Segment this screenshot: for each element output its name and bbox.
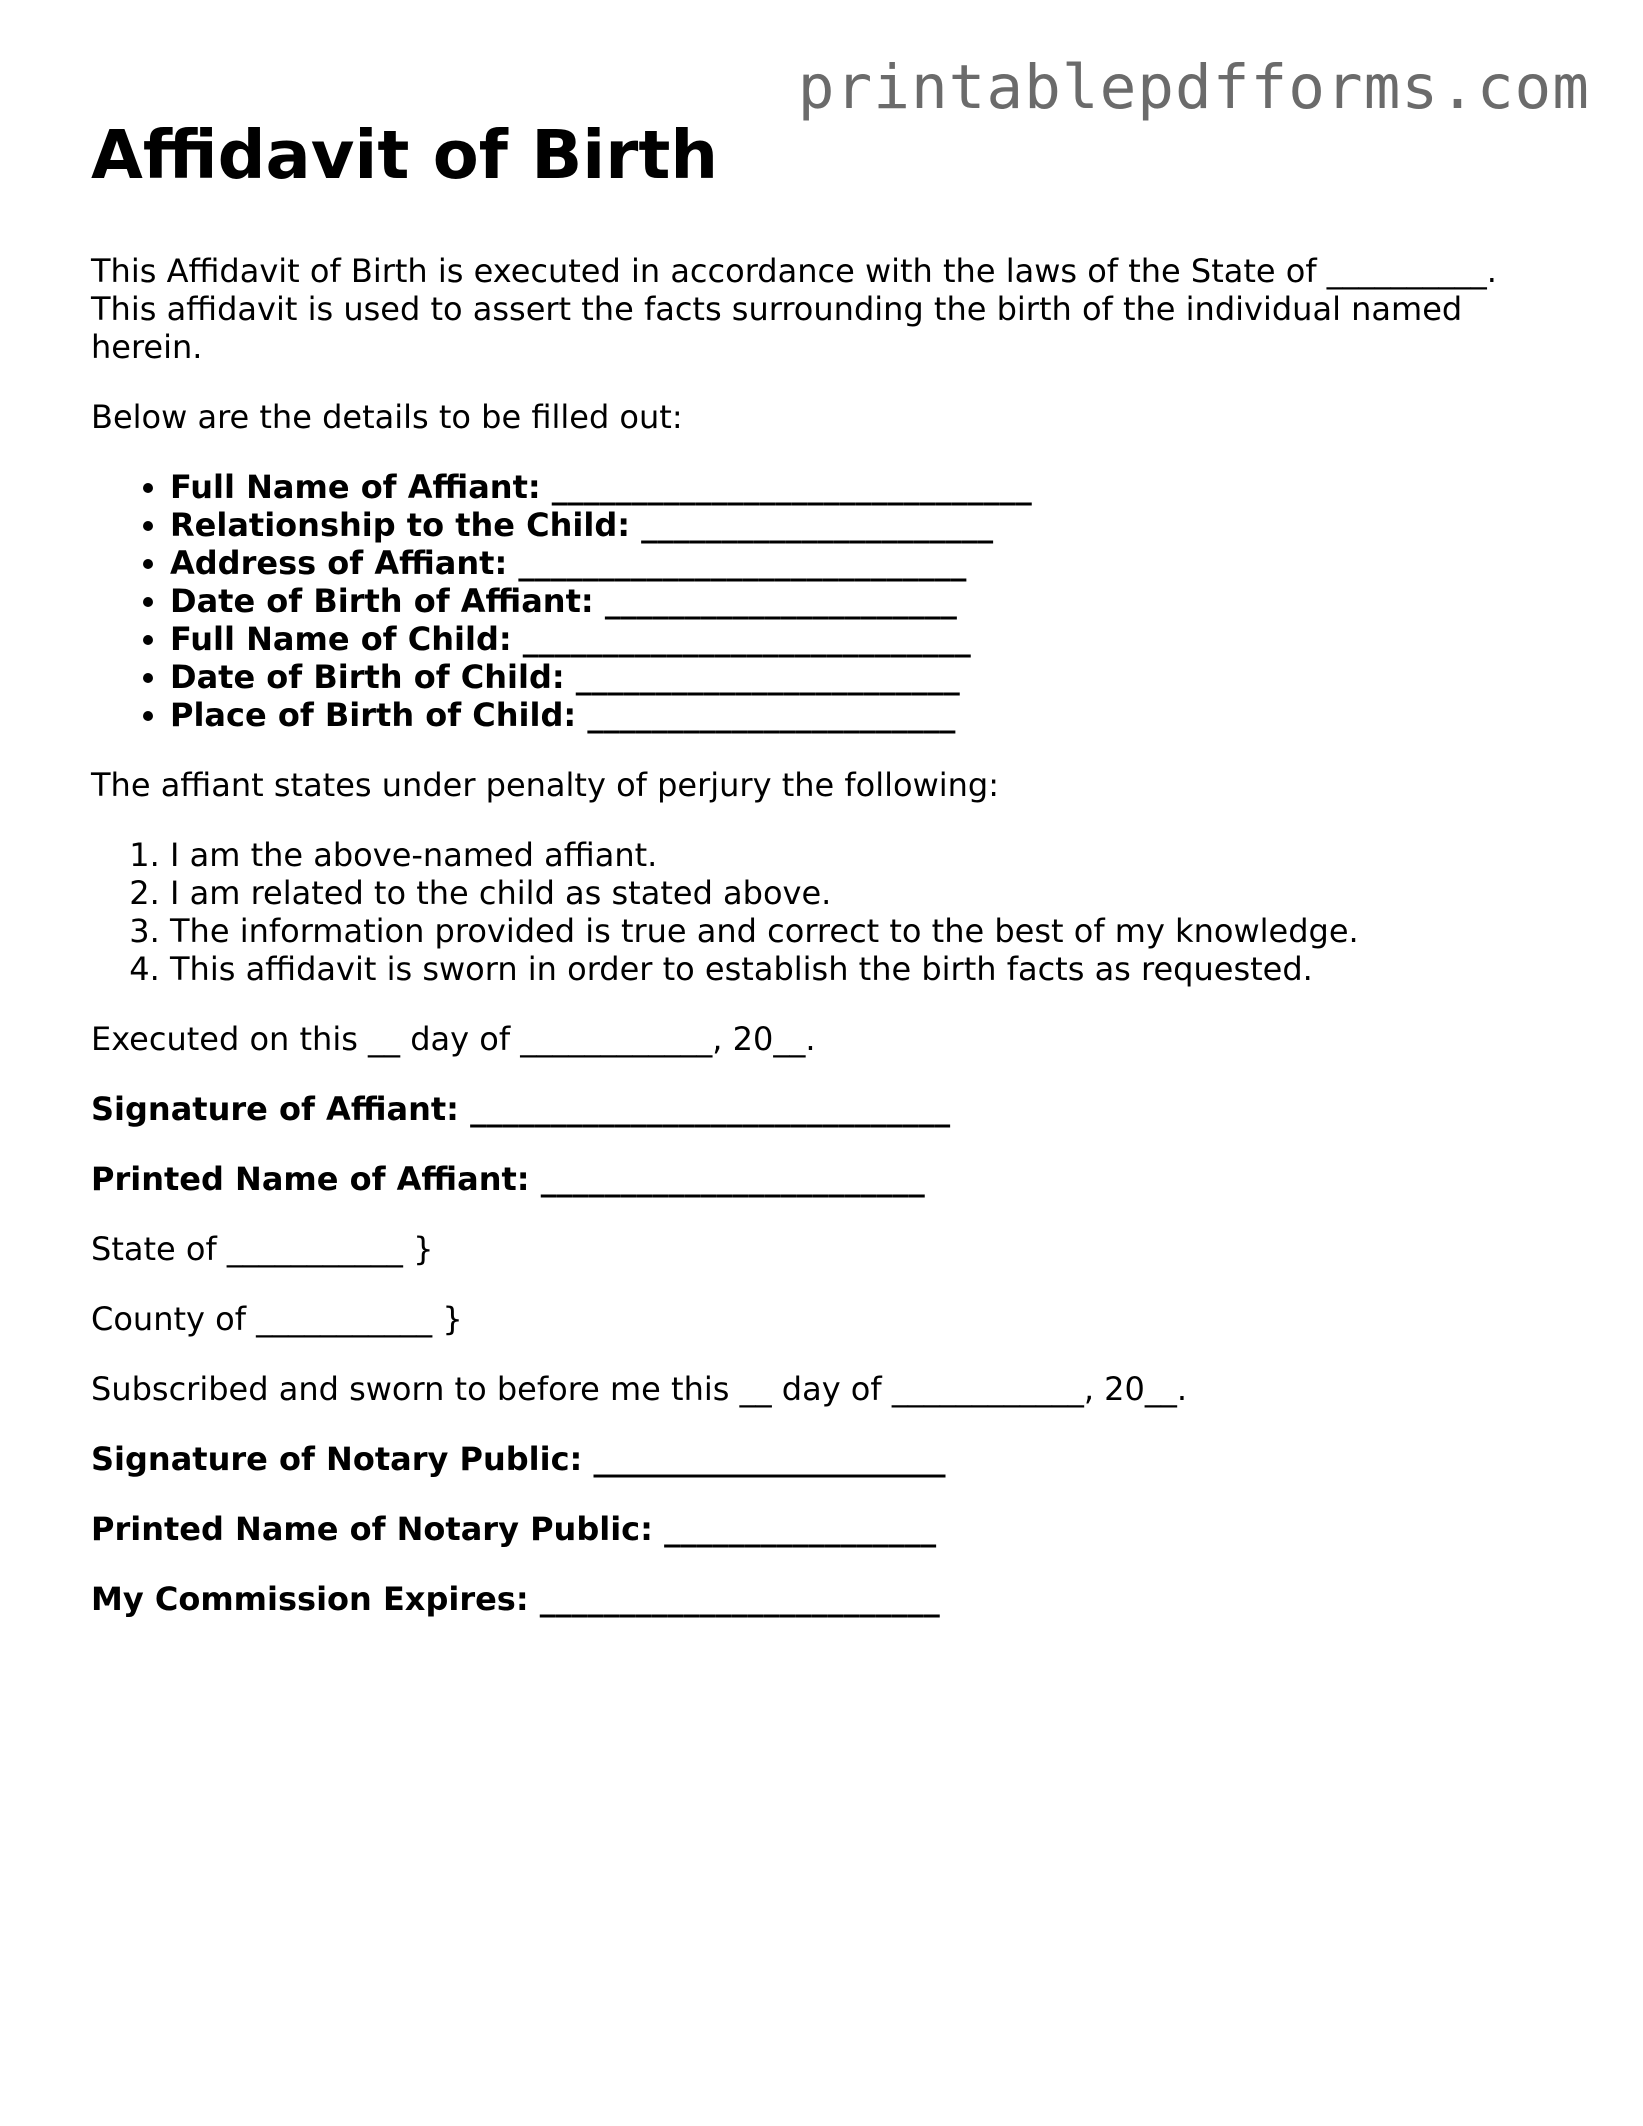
printed-name-notary-label: Printed Name of Notary Public: _________________ [91, 1510, 937, 1548]
detail-address-affiant[interactable]: • Address of Affiant: ____________________________ [170, 544, 1551, 582]
statement-item: 3. The information provided is true and correct to the best of my knowledge. [170, 912, 1551, 950]
county-field[interactable]: County of ___________ } [91, 1300, 463, 1338]
executed-line[interactable]: Executed on this __ day of ____________, 20__. [91, 1020, 816, 1058]
commission-expires-field[interactable] [91, 1580, 1551, 1618]
details-heading: Below are the details to be filled out: [91, 398, 683, 436]
statement-item: 2. I am related to the child as stated above. [170, 874, 1551, 912]
signature-notary-field[interactable] [91, 1440, 1551, 1478]
state-field[interactable]: State of ___________ } [91, 1230, 434, 1268]
subscribed-line[interactable]: Subscribed and sworn to before me this __ day of ____________, 20__. [91, 1370, 1188, 1408]
commission-expires-label: My Commission Expires: _________________________ [91, 1580, 940, 1618]
statement-heading: The affiant states under penalty of perjury the following: [91, 766, 1000, 804]
detail-full-name-affiant[interactable]: • Full Name of Affiant: ______________________________ [170, 468, 1551, 506]
document-page [91, 110, 1551, 1618]
detail-dob-affiant[interactable]: • Date of Birth of Affiant: ______________________ [170, 582, 1551, 620]
printed-name-notary-field[interactable] [91, 1510, 1551, 1548]
detail-dob-child[interactable]: • Date of Birth of Child: ________________________ [170, 658, 1551, 696]
statements-list [91, 836, 1551, 988]
document-title: Affidavit of Birth [91, 116, 719, 194]
statement-item: 1. I am the above-named affiant. [170, 836, 1551, 874]
intro-paragraph: This Affidavit of Birth is executed in accordance with the laws of the State of __________. This affidavit is used to assert the facts surrounding the birth of the individual named herein. [91, 252, 1497, 366]
signature-affiant-label: Signature of Affiant: ______________________________ [91, 1090, 951, 1128]
signature-notary-label: Signature of Notary Public: ______________________ [91, 1440, 946, 1478]
printed-name-affiant-field[interactable] [91, 1160, 1551, 1198]
statement-item: 4. This affidavit is sworn in order to establish the birth facts as requested. [170, 950, 1551, 988]
detail-full-name-child[interactable]: • Full Name of Child: ____________________________ [170, 620, 1551, 658]
watermark: printablepdfforms.com [797, 52, 1590, 123]
signature-affiant-field[interactable] [91, 1090, 1551, 1128]
details-list [91, 468, 1551, 734]
printed-name-affiant-label: Printed Name of Affiant: ________________________ [91, 1160, 925, 1198]
detail-place-of-birth-child[interactable]: • Place of Birth of Child: _______________________ [170, 696, 1551, 734]
detail-relationship-to-child[interactable]: • Relationship to the Child: ______________________ [170, 506, 1551, 544]
